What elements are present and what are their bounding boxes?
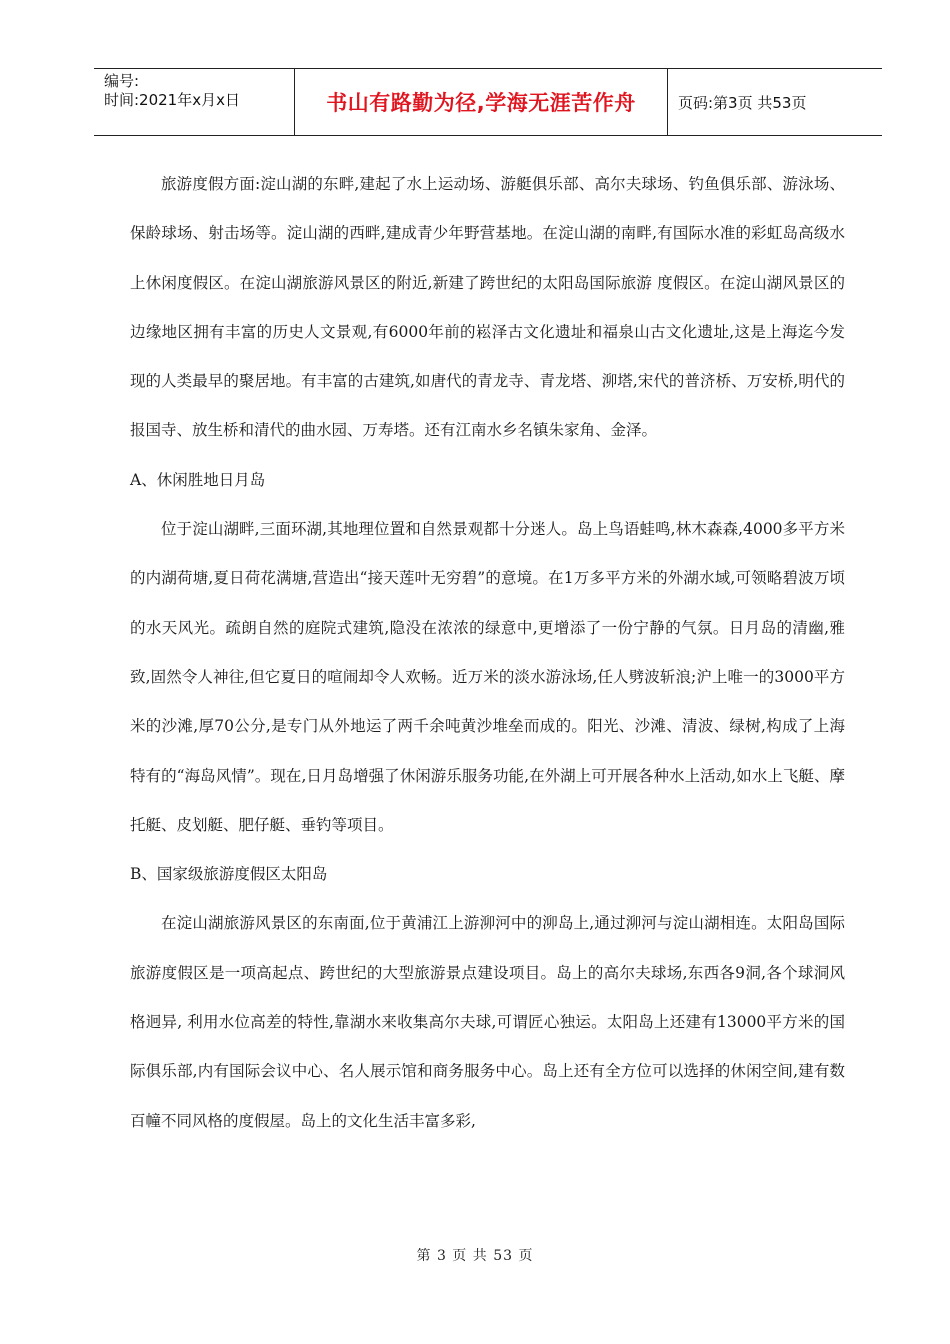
section-heading-a: A、休闲胜地日月岛 <box>130 470 266 489</box>
page-footer: 第 3 页 共 53 页 <box>416 1248 534 1264</box>
paragraph-tourism-overview: 旅游度假方面:淀山湖的东畔,建起了水上运动场、游艇俱乐部、高尔夫球场、钓鱼俱乐部、游泳场、保龄球场、射击场等。淀山湖的西畔,建成青少年野营基地。在淀山湖的南畔,有国际水准的彩虹岛高级水上休闲度假区。在淀山湖旅游风景区的附近,新建了跨世纪的太阳岛国际旅游 度假区。在淀山湖风景区的边缘地区拥有丰富的历史人文景观,有6000年前的崧泽古文化遗址和福泉山古文化遗址,这是上海迄今发现的人类最早的聚居地。有丰富的古建筑,如唐代的青龙寺、青龙塔、泖塔,宋代的普济桥、万安桥,明代的报国寺、放生桥和清代的曲水园、万寿塔。还有江南水乡名镇朱家角、金泽。 <box>130 175 845 440</box>
paragraph-sun-island: 在淀山湖旅游风景区的东南面,位于黄浦江上游泖河中的泖岛上,通过泖河与淀山湖相连。太阳岛国际旅游度假区是一项高起点、跨世纪的大型旅游景点建设项目。岛上的高尔夫球场,东西各9洞,各个球洞风格迥异, 利用水位高差的特性,靠湖水来收集高尔夫球,可谓匠心独运。太阳岛上还建有13000平方米的国际俱乐部,内有国际会议中心、名人展示馆和商务服务中心。岛上还有全方位可以选择的休闲空间,建有数百幢不同风格的度假屋。岛上的文化生活丰富多彩, <box>130 914 845 1130</box>
document-body <box>130 160 845 1146</box>
paragraph-sun-moon-island: 位于淀山湖畔,三面环湖,其地理位置和自然景观都十分迷人。岛上鸟语蛙鸣,林木森森,4000多平方米的内湖荷塘,夏日荷花满塘,营造出“接天莲叶无穷碧”的意境。在1万多平方米的外湖水域,可领略碧波万顷的水天风光。疏朗自然的庭院式建筑,隐没在浓浓的绿意中,更增添了一份宁静的气氛。日月岛的清幽,雅致,固然令人神往,但它夏日的喧闹却令人欢畅。近万米的淡水游泳场,任人劈波斩浪;沪上唯一的3000平方米的沙滩,厚70公分,是专门从外地运了两千余吨黄沙堆垒而成的。阳光、沙滩、清波、绿树,构成了上海特有的“海岛风情”。现在,日月岛增强了休闲游乐服务功能,在外湖上可开展各种水上活动,如水上飞艇、摩托艇、皮划艇、肥仔艇、垂钓等项目。 <box>130 520 845 834</box>
serial-number-label: 编号: <box>104 72 140 90</box>
header-motto: 书山有路勤为径,学海无涯苦作舟 <box>295 69 668 135</box>
header-page-number: 页码:第3页 共53页 <box>678 93 807 112</box>
header-meta-cell <box>94 69 295 135</box>
time-label: 时间:2021年x月x日 <box>104 91 240 109</box>
section-heading-b: B、国家级旅游度假区太阳岛 <box>130 865 328 884</box>
page-header <box>94 68 882 136</box>
